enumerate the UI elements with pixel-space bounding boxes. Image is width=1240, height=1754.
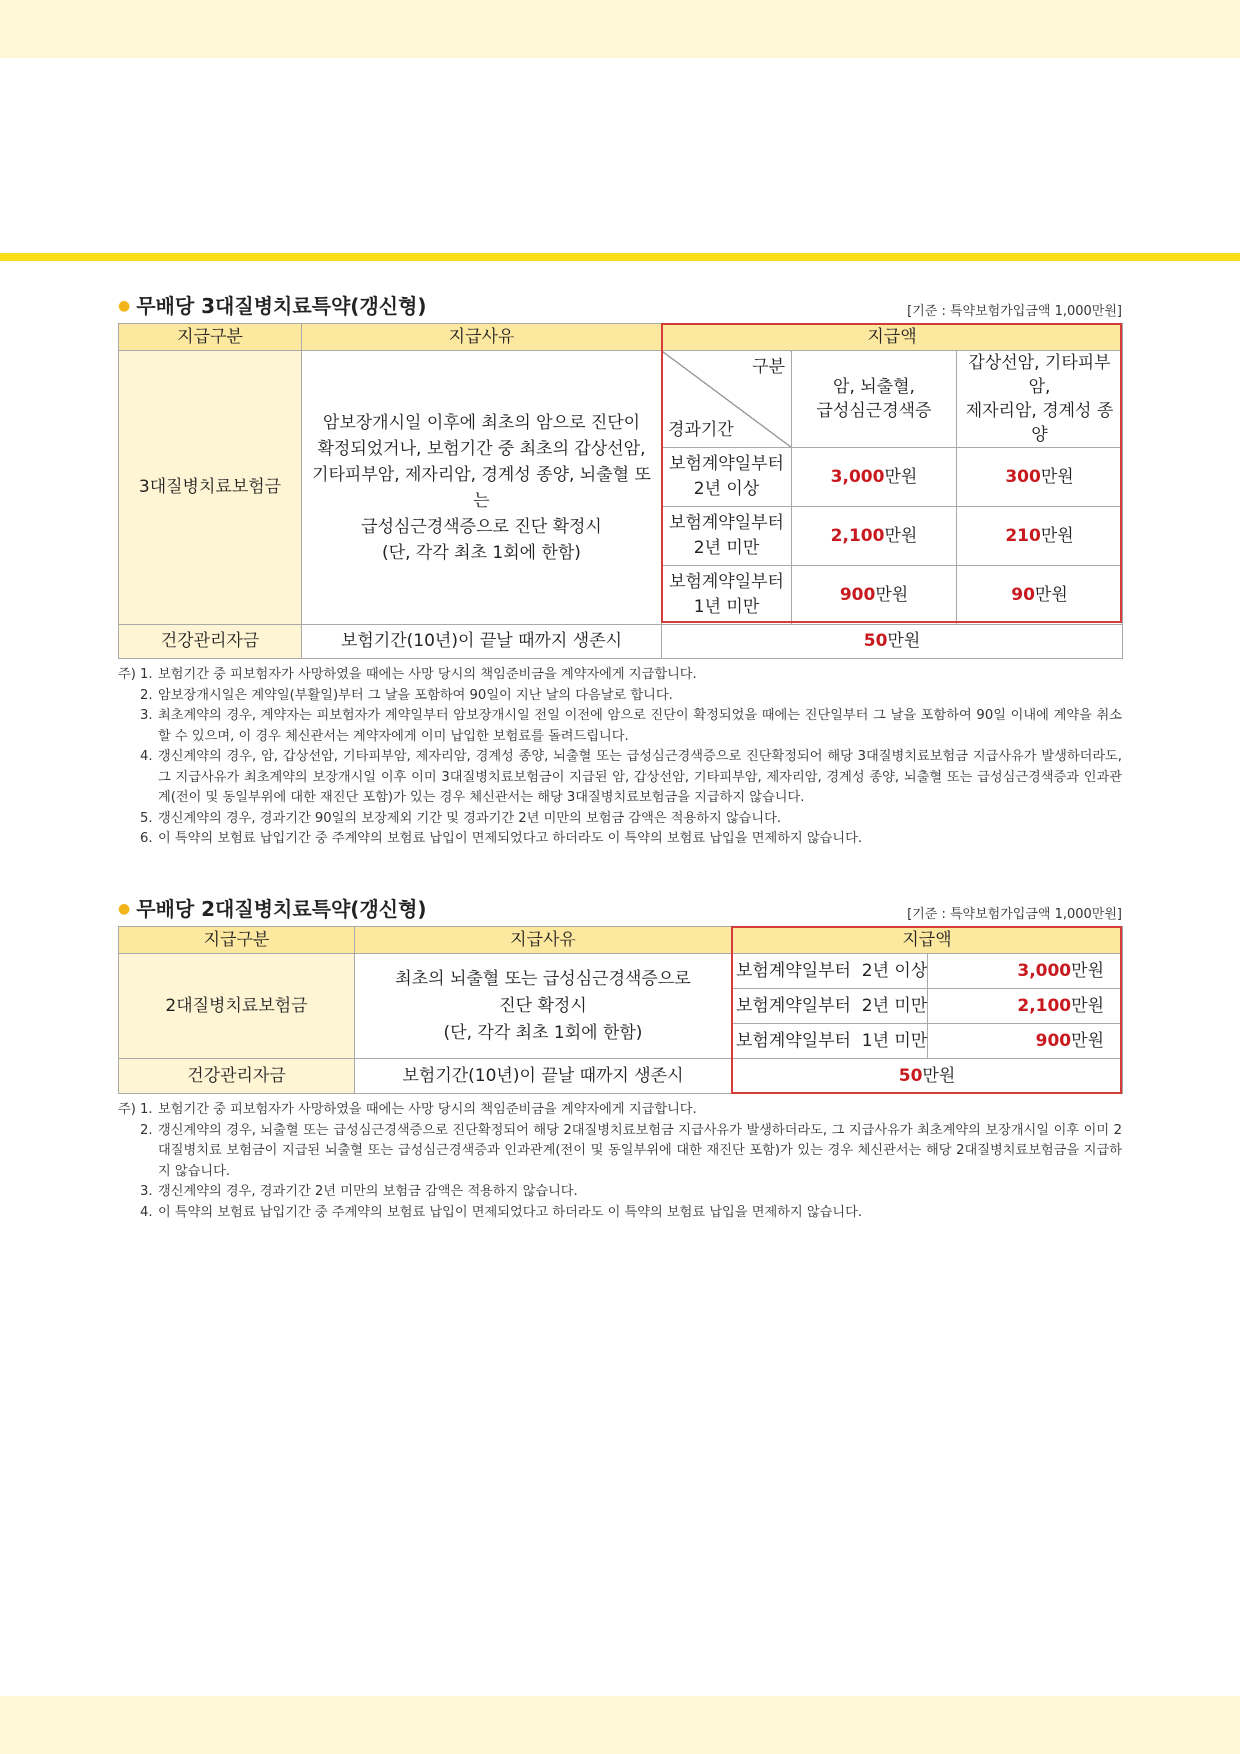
- yellow-rule: [0, 253, 1240, 261]
- bullet-icon: ●: [118, 298, 131, 314]
- amount-cell: 210만원: [957, 507, 1123, 566]
- amount-cell: 90만원: [957, 566, 1123, 625]
- health-amount-cell: 50만원: [662, 625, 1123, 659]
- amount-cell: 3,000만원: [792, 448, 957, 507]
- section-2-disease: [118, 893, 1122, 1223]
- column-a-header: 암, 뇌출혈, 급성심근경색증: [792, 351, 957, 448]
- note-item: 3. 최초계약의 경우, 계약자는 피보험자가 계약일부터 암보장개시일 전일 이전에 암으로 진단이 확정되었을 때에는 진단일부터 그 날을 포함하여 90일 이내에 계약을 취소할 수 있으며, 이 경우 체신관서는 계약자에게 이미 납입한 보험료를 돌려드립니다.: [140, 708, 1122, 744]
- period-label: 보험계약일부터 2년 이상: [662, 448, 792, 507]
- reason-cell: 최초의 뇌출혈 또는 급성심근경색증으로 진단 확정시 (단, 각각 최초 1회에 한함): [355, 954, 732, 1059]
- note-item: 4. 갱신계약의 경우, 암, 갑상선암, 기타피부암, 제자리암, 경계성 종양, 뇌출혈 또는 급성심근경색증으로 진단확정되어 해당 3대질병치료보험금 지급사유가 발생하더라도, 그 지급사유가 최초계약의 보장개시일 이후 이미 3대질병치료보험금이 지급된 암, 갑상선암, 기타피부암, 제자리암, 경계성 종양, 뇌출혈 또는 급성심근경색증과 인과관계(전이 및 동일부위에 대한 재진단 포함)가 있는 경우 체신관서는 해당 3대질병치료보험금을 지급하지 않습니다.: [140, 749, 1122, 805]
- note-item: 2. 갱신계약의 경우, 뇌출혈 또는 급성심근경색증으로 진단확정되어 해당 2대질병치료보험금 지급사유가 발생하더라도, 그 지급사유가 최초계약의 보장개시일 이후 이미 2대질병치료 보험금이 지급된 뇌출혈 또는 급성심근경색증과 인과관계(전이 및 동일부위에 대한 재진단 포함)가 있는 경우 체신관서는 해당 2대질병치료보험금을 지급하지 않습니다.: [140, 1122, 1122, 1179]
- amount-cell: 300만원: [957, 448, 1123, 507]
- amount-cell: 2,100만원: [928, 989, 1123, 1024]
- bottom-band: [0, 1696, 1240, 1754]
- note-item: 3. 갱신계약의 경우, 경과기간 2년 미만의 보험금 감액은 적용하지 않습니다.: [140, 1184, 578, 1199]
- notes-list: [118, 1100, 1122, 1223]
- section-title: ● 무배당 2대질병치료특약(갱신형): [118, 897, 427, 921]
- diag-top-label: 구분: [752, 357, 785, 377]
- amount-cell: 3,000만원: [928, 954, 1123, 989]
- amount-cell: 900만원: [928, 1024, 1123, 1059]
- top-band: [0, 0, 1240, 58]
- period-label: 보험계약일부터 1년 미만: [662, 566, 792, 625]
- bullet-icon: ●: [118, 901, 131, 917]
- period-label: 보험계약일부터 1년 미만: [732, 1024, 928, 1059]
- period-label: 보험계약일부터 2년 미만: [732, 989, 928, 1024]
- basis-note: [기준 : 특약보험가입금액 1,000만원]: [907, 907, 1122, 922]
- health-reason-cell: 보험기간(10년)이 끝날 때까지 생존시: [302, 625, 662, 659]
- health-category-cell: 건강관리자금: [119, 1059, 355, 1094]
- diag-bottom-label: 경과기간: [668, 420, 734, 440]
- section-title: ● 무배당 3대질병치료특약(갱신형): [118, 294, 427, 318]
- health-amount-cell: 50만원: [732, 1059, 1123, 1094]
- header-amount: 지급액: [662, 324, 1123, 351]
- header-category: 지급구분: [119, 927, 355, 954]
- basis-note: [기준 : 특약보험가입금액 1,000만원]: [907, 304, 1122, 319]
- note-item: 6. 이 특약의 보험료 납입기간 중 주계약의 보험료 납입이 면제되었다고 하더라도 이 특약의 보험료 납입을 면제하지 않습니다.: [140, 831, 863, 846]
- header-reason: 지급사유: [355, 927, 732, 954]
- notes-list: [118, 665, 1122, 850]
- period-label: 보험계약일부터 2년 미만: [662, 507, 792, 566]
- category-cell: 3대질병치료보험금: [119, 351, 302, 625]
- category-cell: 2대질병치료보험금: [119, 954, 355, 1059]
- benefit-table: [118, 926, 1123, 1094]
- section-header: [118, 290, 1122, 323]
- section-3-disease: [118, 290, 1122, 850]
- diagonal-header: [662, 351, 792, 448]
- health-category-cell: 건강관리자금: [119, 625, 302, 659]
- benefit-table: [118, 323, 1123, 659]
- note-item: 2. 암보장개시일은 계약일(부활일)부터 그 날을 포함하여 90일이 지난 날의 다음날로 합니다.: [140, 687, 673, 703]
- period-label: 보험계약일부터 2년 이상: [732, 954, 928, 989]
- header-reason: 지급사유: [302, 324, 662, 351]
- note-item: 주) 1. 보험기간 중 피보험자가 사망하였을 때에는 사망 당시의 책임준비금을 계약자에게 지급합니다.: [118, 1102, 697, 1117]
- section-header: [118, 893, 1122, 926]
- header-amount: 지급액: [732, 927, 1123, 954]
- column-b-header: 갑상선암, 기타피부암, 제자리암, 경계성 종양: [957, 351, 1123, 448]
- note-item: 4. 이 특약의 보험료 납입기간 중 주계약의 보험료 납입이 면제되었다고 하더라도 이 특약의 보험료 납입을 면제하지 않습니다.: [140, 1204, 863, 1220]
- amount-cell: 2,100만원: [792, 507, 957, 566]
- header-category: 지급구분: [119, 324, 302, 351]
- amount-cell: 900만원: [792, 566, 957, 625]
- note-item: 5. 갱신계약의 경우, 경과기간 90일의 보장제외 기간 및 경과기간 2년 미만의 보험금 감액은 적용하지 않습니다.: [140, 810, 782, 826]
- note-item: 주) 1. 보험기간 중 피보험자가 사망하였을 때에는 사망 당시의 책임준비금을 계약자에게 지급합니다.: [118, 667, 697, 682]
- reason-cell: 암보장개시일 이후에 최초의 암으로 진단이 확정되었거나, 보험기간 중 최초의 갑상선암, 기타피부암, 제자리암, 경계성 종양, 뇌출혈 또는 급성심근경색증으로 진단 확정시 (단, 각각 최초 1회에 한함): [302, 351, 662, 625]
- health-reason-cell: 보험기간(10년)이 끝날 때까지 생존시: [355, 1059, 732, 1094]
